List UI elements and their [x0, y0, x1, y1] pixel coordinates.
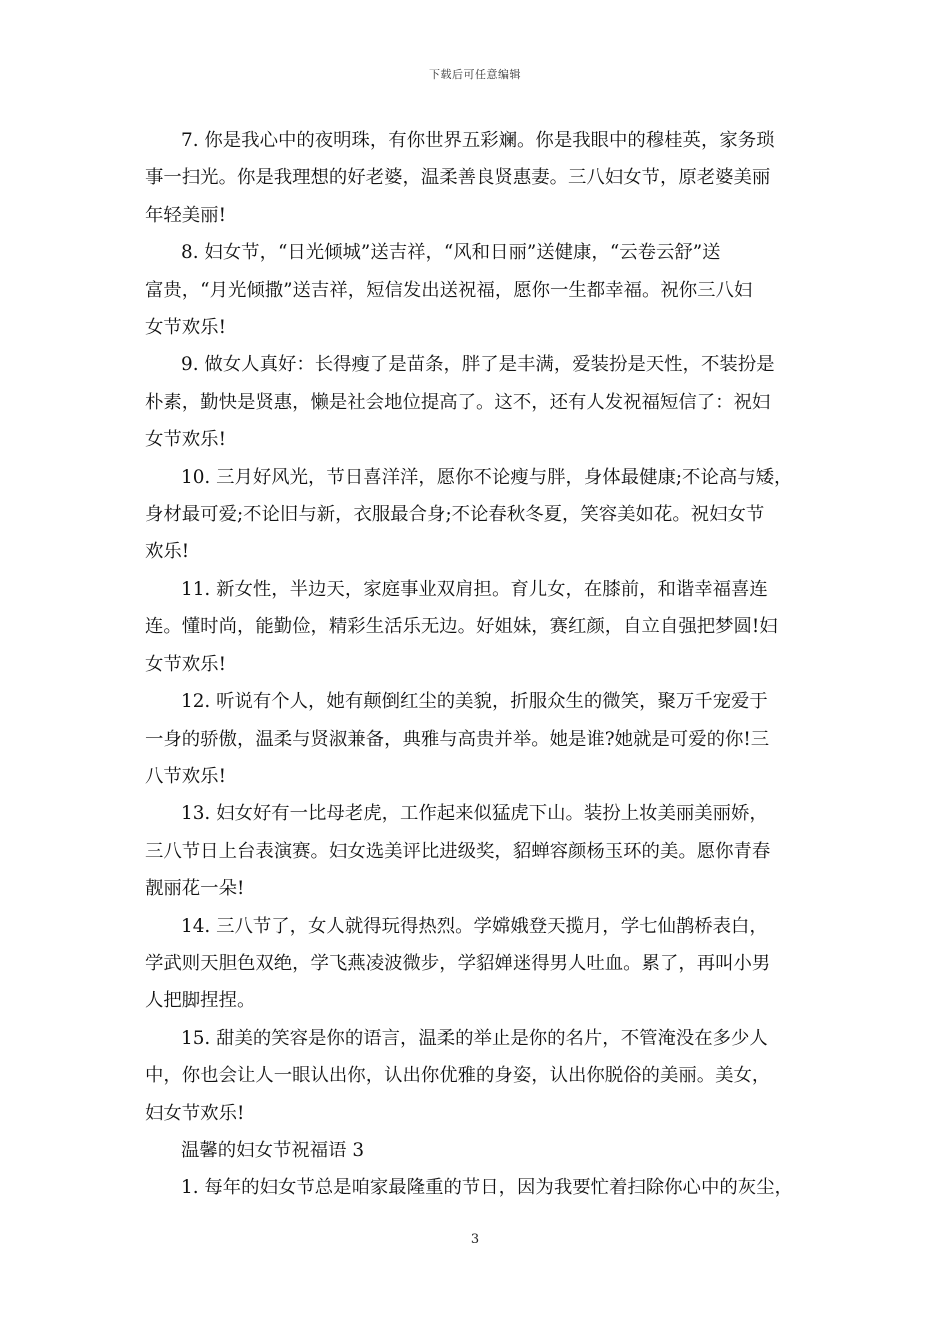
paragraph-line: 一身的骄傲，温柔与贤淑兼备，典雅与高贵并举。她是谁?她就是可爱的你!三: [145, 728, 770, 750]
greeting-paragraph-8: [145, 234, 807, 346]
greeting-paragraph-9: [145, 346, 807, 458]
paragraph-line: 10. 三月好风光，节日喜洋洋，愿你不论瘦与胖，身体最健康;不论高与矮，: [181, 466, 793, 488]
document-body: [145, 122, 807, 1207]
paragraph-line: 欢乐!: [145, 541, 190, 563]
paragraph-line: 学武则天胆色双绝，学飞燕凌波微步，学貂婵迷得男人吐血。累了，再叫小男: [145, 952, 771, 974]
greeting-paragraph-13: [145, 795, 807, 907]
greeting-paragraph-10: [145, 459, 807, 571]
paragraph-line: 富贵，“月光倾撒”送吉祥，短信发出送祝福，愿你一生都幸福。祝你三八妇: [145, 279, 753, 301]
paragraph-line: 11. 新女性，半边天，家庭事业双肩担。育儿女，在膝前，和谐幸福喜连: [181, 578, 768, 600]
paragraph-line: 靓丽花一朵!: [145, 878, 245, 900]
paragraph-line: 妇女节欢乐!: [145, 1102, 245, 1124]
paragraph-line: 身材最可爱;不论旧与新，衣服最合身;不论春秋冬夏，笑容美如花。祝妇女节: [145, 504, 765, 526]
paragraph-line: 8. 妇女节，“日光倾城”送吉祥，“风和日丽”送健康，“云卷云舒”送: [181, 242, 721, 264]
paragraph-line: 7. 你是我心中的夜明珠，有你世界五彩斓。你是我眼中的穆桂英，家务琐: [181, 130, 775, 151]
greeting-paragraph-15: [145, 1020, 807, 1132]
paragraph-line: 14. 三八节了，女人就得玩得热烈。学嫦娥登天揽月，学七仙鹊桥表白，: [181, 915, 768, 937]
paragraph-line: 人把脚捏捏。: [145, 990, 256, 1012]
paragraph-line: 中，你也会让人一眼认出你，认出你优雅的身姿，认出你脱俗的美丽。美女，: [145, 1065, 771, 1087]
page-header-note: 下载后可任意编辑: [429, 68, 521, 81]
greeting-paragraph-14: [145, 908, 807, 1020]
greeting-paragraph-11: [145, 571, 807, 683]
paragraph-line: 连。懂时尚，能勤俭，精彩生活乐无边。好姐妹，赛红颜，自立自强把梦圆!妇: [145, 616, 778, 638]
paragraph-line: 15. 甜美的笑容是你的语言，温柔的举止是你的名片，不管淹没在多少人: [181, 1027, 768, 1049]
paragraph-line: 八节欢乐!: [145, 765, 226, 787]
paragraph-line: 1. 每年的妇女节总是咱家最隆重的节日，因为我要忙着扫除你心中的灰尘，: [181, 1177, 793, 1199]
greeting-paragraph-1: [145, 1169, 807, 1206]
paragraph-line: 年轻美丽!: [145, 204, 226, 226]
page-number: 3: [470, 1232, 480, 1247]
paragraph-line: 9. 做女人真好：长得瘦了是苗条，胖了是丰满，爱装扮是天性，不装扮是: [181, 354, 775, 376]
paragraph-line: 女节欢乐!: [145, 317, 226, 339]
paragraph-line: 女节欢乐!: [145, 429, 226, 451]
paragraph-line: 事一扫光。你是我理想的好老婆，温柔善良贤惠妻。三八妇女节，原老婆美丽: [145, 167, 771, 189]
paragraph-line: 女节欢乐!: [145, 653, 226, 675]
paragraph-line: 13. 妇女好有一比母老虎，工作起来似猛虎下山。装扮上妆美丽美丽娇，: [181, 803, 768, 825]
paragraph-line: 三八节日上台表演赛。妇女选美评比进级奖，貂蝉容颜杨玉环的美。愿你青春: [145, 840, 771, 862]
section-heading: 温馨的妇女节祝福语 3: [181, 1139, 365, 1161]
paragraph-line: 12. 听说有个人，她有颠倒红尘的美貌，折服众生的微笑，聚万千宠爱于: [181, 691, 768, 713]
greeting-paragraph-7: [145, 122, 807, 234]
greeting-paragraph-12: [145, 683, 807, 795]
paragraph-line: 朴素，勤快是贤惠，懒是社会地位提高了。这不，还有人发祝福短信了：祝妇: [145, 391, 771, 413]
